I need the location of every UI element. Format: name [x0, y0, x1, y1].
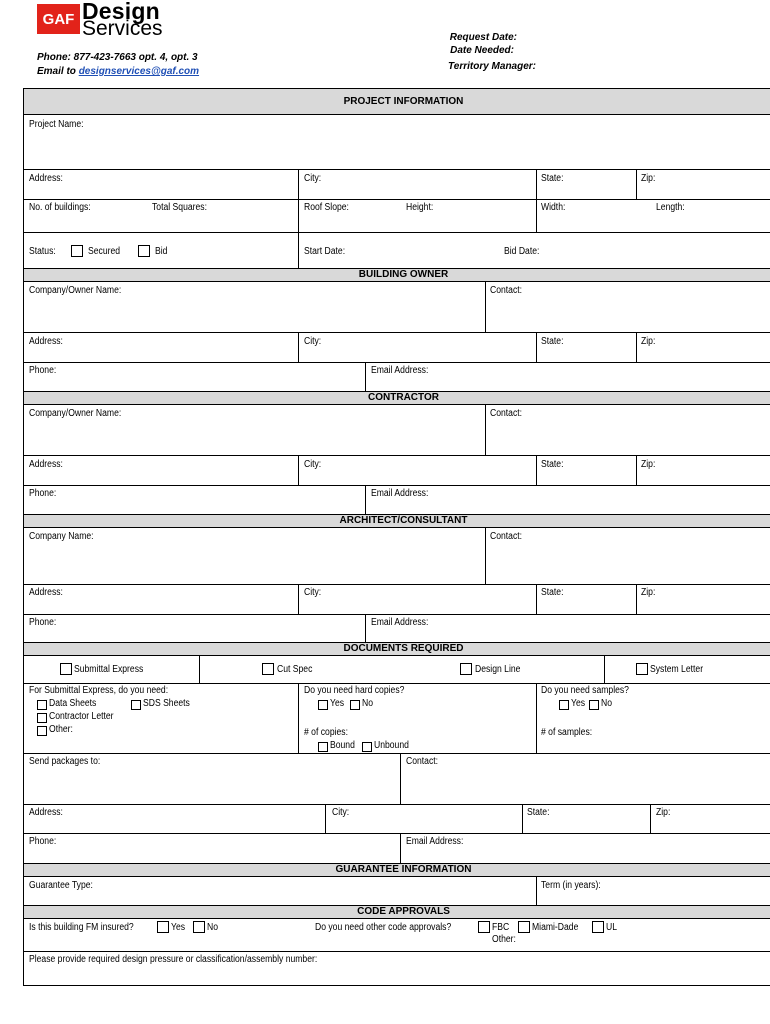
owner-zip-field[interactable]: Zip:: [641, 336, 656, 347]
hard-copies-question: Do you need hard copies?: [304, 685, 405, 696]
architect-company-field[interactable]: Company Name:: [29, 531, 94, 542]
hard-copies-no-label: No: [362, 698, 374, 709]
height-field[interactable]: Height:: [406, 202, 434, 213]
design-line-label: Design Line: [475, 664, 521, 675]
fm-insured-question: Is this building FM insured?: [29, 922, 134, 933]
contractor-company-field[interactable]: Company/Owner Name:: [29, 408, 122, 419]
length-field[interactable]: Length:: [656, 202, 685, 213]
other-approvals-question: Do you need other code approvals?: [315, 922, 452, 933]
owner-address-field[interactable]: Address:: [29, 336, 63, 347]
project-name-field[interactable]: Project Name:: [29, 119, 84, 130]
cut-spec-checkbox[interactable]: [262, 663, 274, 675]
width-field[interactable]: Width:: [541, 202, 566, 213]
contractor-email-field[interactable]: Email Address:: [371, 488, 429, 499]
sds-sheets-checkbox[interactable]: [131, 700, 141, 710]
contractor-contact-field[interactable]: Contact:: [490, 408, 523, 419]
section-guarantee-information: GUARANTEE INFORMATION: [24, 863, 770, 877]
num-samples-field[interactable]: # of samples:: [541, 727, 593, 738]
bound-label: Bound: [330, 740, 355, 751]
system-letter-label: System Letter: [650, 664, 704, 675]
samples-yes-checkbox[interactable]: [559, 700, 569, 710]
contractor-address-field[interactable]: Address:: [29, 459, 63, 470]
cut-spec-label: Cut Spec: [277, 664, 313, 675]
project-zip-field[interactable]: Zip:: [641, 173, 656, 184]
section-contractor: CONTRACTOR: [24, 391, 770, 405]
fbc-checkbox[interactable]: [478, 921, 490, 933]
email-prefix: Email to: [37, 66, 79, 77]
phone-line: Phone: 877-423-7663 opt. 4, opt. 3: [37, 52, 198, 63]
section-project-information: PROJECT INFORMATION: [24, 88, 770, 115]
architect-address-field[interactable]: Address:: [29, 587, 63, 598]
data-sheets-checkbox[interactable]: [37, 700, 47, 710]
section-documents-required: DOCUMENTS REQUIRED: [24, 642, 770, 656]
send-state-field[interactable]: State:: [527, 807, 550, 818]
data-sheets-label: Data Sheets: [49, 698, 97, 709]
samples-question: Do you need samples?: [541, 685, 629, 696]
owner-city-field[interactable]: City:: [304, 336, 322, 347]
owner-phone-field[interactable]: Phone:: [29, 365, 57, 376]
hard-copies-yes-label: Yes: [330, 698, 345, 709]
secured-label: Secured: [88, 246, 121, 257]
email-line: [37, 66, 199, 77]
unbound-checkbox[interactable]: [362, 742, 372, 752]
hard-copies-yes-checkbox[interactable]: [318, 700, 328, 710]
brand-subtitle: Services: [82, 17, 163, 40]
samples-yes-label: Yes: [571, 698, 586, 709]
bid-label: Bid: [155, 246, 168, 257]
system-letter-checkbox[interactable]: [636, 663, 648, 675]
ul-checkbox[interactable]: [592, 921, 604, 933]
date-needed-label: Date Needed:: [450, 45, 514, 56]
project-address-field[interactable]: Address:: [29, 173, 63, 184]
request-form: [23, 88, 770, 986]
unbound-label: Unbound: [374, 740, 409, 751]
contractor-phone-field[interactable]: Phone:: [29, 488, 57, 499]
samples-no-checkbox[interactable]: [589, 700, 599, 710]
num-copies-field[interactable]: # of copies:: [304, 727, 348, 738]
design-pressure-field[interactable]: Please provide required design pressure or classification/assembly number:: [29, 954, 318, 965]
gaf-logo: GAF: [37, 4, 80, 34]
fm-yes-label: Yes: [171, 922, 186, 933]
section-architect-consultant: ARCHITECT/CONSULTANT: [24, 514, 770, 528]
other-approval-field[interactable]: Other:: [492, 934, 516, 945]
contractor-letter-label: Contractor Letter: [49, 711, 114, 722]
status-secured-checkbox[interactable]: [71, 245, 83, 257]
email-link[interactable]: designservices@gaf.com: [78, 66, 200, 77]
send-phone-field[interactable]: Phone:: [29, 836, 57, 847]
send-address-field[interactable]: Address:: [29, 807, 63, 818]
sds-sheets-label: SDS Sheets: [143, 698, 190, 709]
no-buildings-field[interactable]: No. of buildings:: [29, 202, 91, 213]
start-date-field[interactable]: Start Date:: [304, 246, 346, 257]
miami-dade-label: Miami-Dade: [532, 922, 579, 933]
request-date-label: Request Date:: [449, 32, 517, 43]
guarantee-term-field[interactable]: Term (in years):: [541, 880, 601, 891]
design-line-checkbox[interactable]: [460, 663, 472, 675]
other-doc-checkbox[interactable]: [37, 726, 47, 736]
section-code-approvals: CODE APPROVALS: [24, 905, 770, 919]
project-state-field[interactable]: State:: [541, 173, 564, 184]
owner-email-field[interactable]: Email Address:: [371, 365, 429, 376]
architect-phone-field[interactable]: Phone:: [29, 617, 57, 628]
contractor-zip-field[interactable]: Zip:: [641, 459, 656, 470]
architect-zip-field[interactable]: Zip:: [641, 587, 656, 598]
miami-dade-checkbox[interactable]: [518, 921, 530, 933]
section-building-owner: BUILDING OWNER: [24, 268, 770, 282]
status-bid-checkbox[interactable]: [138, 245, 150, 257]
territory-manager-label: Territory Manager:: [448, 61, 536, 72]
fbc-label: FBC: [492, 922, 510, 933]
fm-no-checkbox[interactable]: [193, 921, 205, 933]
hard-copies-no-checkbox[interactable]: [350, 700, 360, 710]
architect-email-field[interactable]: Email Address:: [371, 617, 429, 628]
ul-label: UL: [606, 922, 618, 933]
fm-no-label: No: [207, 922, 219, 933]
submittal-express-checkbox[interactable]: [60, 663, 72, 675]
owner-contact-field[interactable]: Contact:: [490, 285, 523, 296]
submittal-express-label: Submittal Express: [74, 664, 144, 675]
send-zip-field[interactable]: Zip:: [656, 807, 671, 818]
roof-slope-field[interactable]: Roof Slope:: [304, 202, 349, 213]
architect-state-field[interactable]: State:: [541, 587, 564, 598]
owner-company-field[interactable]: Company/Owner Name:: [29, 285, 122, 296]
fm-yes-checkbox[interactable]: [157, 921, 169, 933]
guarantee-type-field[interactable]: Guarantee Type:: [29, 880, 93, 891]
architect-city-field[interactable]: City:: [304, 587, 322, 598]
contractor-state-field[interactable]: State:: [541, 459, 564, 470]
samples-no-label: No: [601, 698, 613, 709]
brand-title: Design: [82, 0, 160, 24]
bid-date-field[interactable]: Bid Date:: [504, 246, 540, 257]
owner-state-field[interactable]: State:: [541, 336, 564, 347]
contractor-letter-checkbox[interactable]: [37, 713, 47, 723]
send-email-field[interactable]: Email Address:: [406, 836, 464, 847]
architect-contact-field[interactable]: Contact:: [490, 531, 523, 542]
send-packages-contact-field[interactable]: Contact:: [406, 756, 439, 767]
contractor-city-field[interactable]: City:: [304, 459, 322, 470]
other-doc-label: Other:: [49, 724, 73, 735]
project-city-field[interactable]: City:: [304, 173, 322, 184]
total-squares-field[interactable]: Total Squares:: [152, 202, 207, 213]
bound-checkbox[interactable]: [318, 742, 328, 752]
submittal-question: For Submittal Express, do you need:: [29, 685, 169, 696]
status-label: Status:: [29, 246, 56, 257]
send-packages-field[interactable]: Send packages to:: [29, 756, 101, 767]
send-city-field[interactable]: City:: [332, 807, 350, 818]
